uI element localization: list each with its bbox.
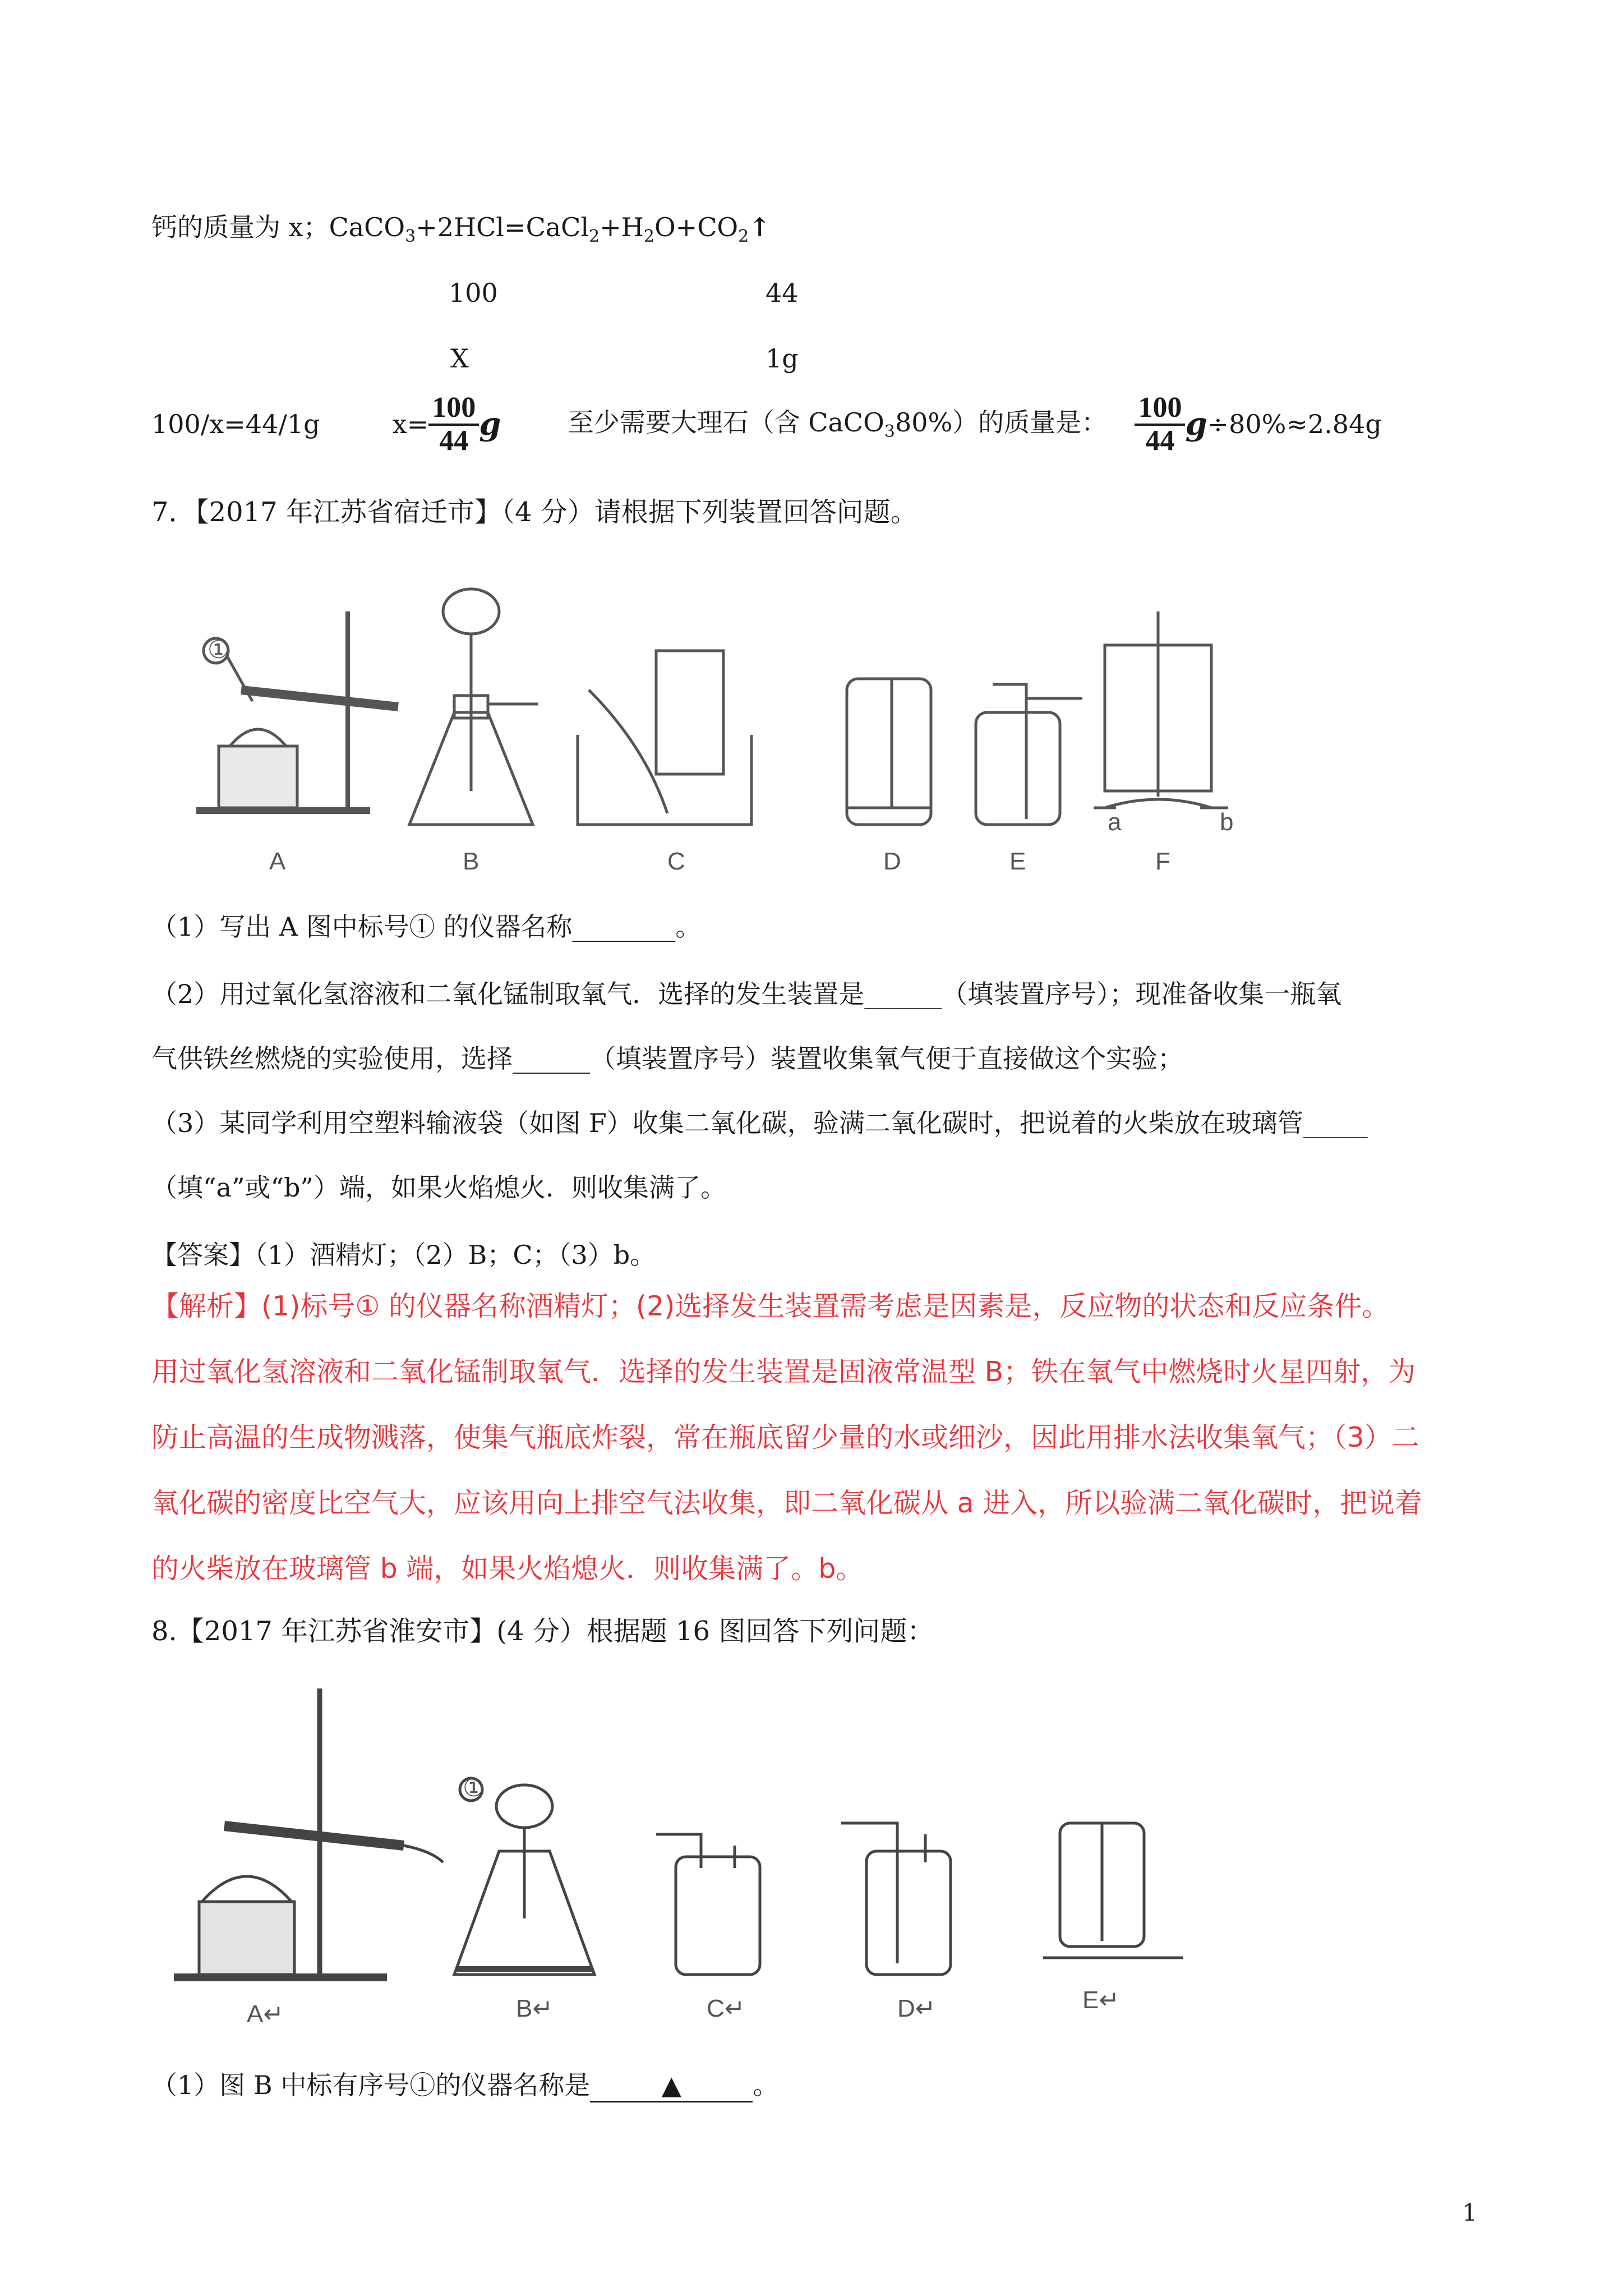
calc-equation-line: 钙的质量为 x；$CaCO_3+2HCl=CaCl_2+H_2O+CO_2↑$ <box>151 212 771 247</box>
q7-tube-b-label: b <box>1220 808 1234 836</box>
q7-part2-line1: （2）用过氧化氢溶液和二氧化锰制取氧气．选择的发生装置是______（填装置序号）；现准备收集一瓶氧 <box>151 979 1342 1009</box>
calc-result-line: 100/x=44/1g x= $\frac{100}{44}$ g 至少需要大理石（含 CaCO$_3$80%）的质量是： $\frac{100}{44}$ g÷80%≈2.84g <box>151 392 1382 457</box>
q8-marker-1: ① <box>463 1774 485 1802</box>
calc-row-mass: X <box>450 343 469 374</box>
q7-answer: 【答案】（1）酒精灯；（2）B；C；（3）b。 <box>151 1240 656 1270</box>
q7-apparatus-figure <box>185 578 1251 892</box>
q7-analysis-line2: 用过氧化氢溶液和二氧化锰制取氧气．选择的发生装置是固液常温型 B；铁在氧气中燃烧时火星四射，为 <box>151 1356 1416 1388</box>
q7-part1: （1）写出 A 图中标号① 的仪器名称________。 <box>151 912 702 942</box>
q7-label-E: E <box>1009 848 1026 875</box>
calc-row-molar: 100 <box>449 278 498 308</box>
q7-title: 7．【2017 年江苏省宿迁市】（4 分）请根据下列装置回答问题。 <box>151 496 917 528</box>
q8-label-E: E↵ <box>1082 1986 1120 2014</box>
q7-analysis-line1: 【解析】(1)标号① 的仪器名称酒精灯；(2)选择发生装置需考虑是因素是，反应物的状态和反应条件。 <box>151 1290 1390 1322</box>
fraction-100-44: $\frac{100}{44}$ <box>428 393 479 456</box>
q7-label-C: C <box>667 848 685 875</box>
q7-tube-a-label: a <box>1108 808 1122 836</box>
q7-label-F: F <box>1155 848 1170 875</box>
q8-apparatus-figure <box>168 1683 1206 2042</box>
q7-part3-line2: （填“a”或“b”）端，如果火焰熄火．则收集满了。 <box>151 1172 726 1203</box>
q7-marker-1: ① <box>208 636 230 664</box>
q8-label-C: C↵ <box>707 1995 745 2022</box>
q8-label-A: A↵ <box>247 2000 284 2028</box>
q8-part1: （1）图 B 中标有序号①的仪器名称是 ▲ 。 <box>151 2070 778 2102</box>
q7-part2-line2: 气供铁丝燃烧的实验使用，选择______（填装置序号）装置收集氧气便于直接做这个实验； <box>151 1043 1183 1074</box>
q7-label-A: A <box>269 848 286 875</box>
page-number: 1 <box>1462 2199 1477 2226</box>
q7-analysis-line3: 防止高温的生成物溅落，使集气瓶底炸裂，常在瓶底留少量的水或细沙，因此用排水法收集氧气；（3）二 <box>151 1421 1419 1453</box>
q7-label-B: B <box>463 848 479 875</box>
q7-analysis-line5: 的火柴放在玻璃管 b 端，如果火焰熄火．则收集满了。b。 <box>151 1553 864 1585</box>
q7-label-D: D <box>883 848 901 875</box>
calc-row-molar-right: 44 <box>766 278 799 308</box>
q8-label-D: D↵ <box>897 1995 936 2022</box>
calc-row-mass-right: 1g <box>766 343 799 374</box>
q7-part3-line1: （3）某同学利用空塑料输液袋（如图 F）收集二氧化碳，验满二氧化碳时，把说着的火柴放在玻璃管_____ <box>151 1108 1368 1138</box>
q8-title: 8.【2017 年江苏省淮安市】(4 分）根据题 16 图回答下列问题： <box>151 1616 934 1647</box>
q8-label-B: B↵ <box>516 1995 554 2022</box>
q7-analysis-line4: 氧化碳的密度比空气大，应该用向上排空气法收集，即二氧化碳从 a 进入，所以验满二氧化碳时，把说着 <box>151 1487 1423 1519</box>
fraction-100-44-b: $\frac{100}{44}$ <box>1135 393 1185 456</box>
q8-answer-blank[interactable]: ▲ <box>590 2070 753 2102</box>
